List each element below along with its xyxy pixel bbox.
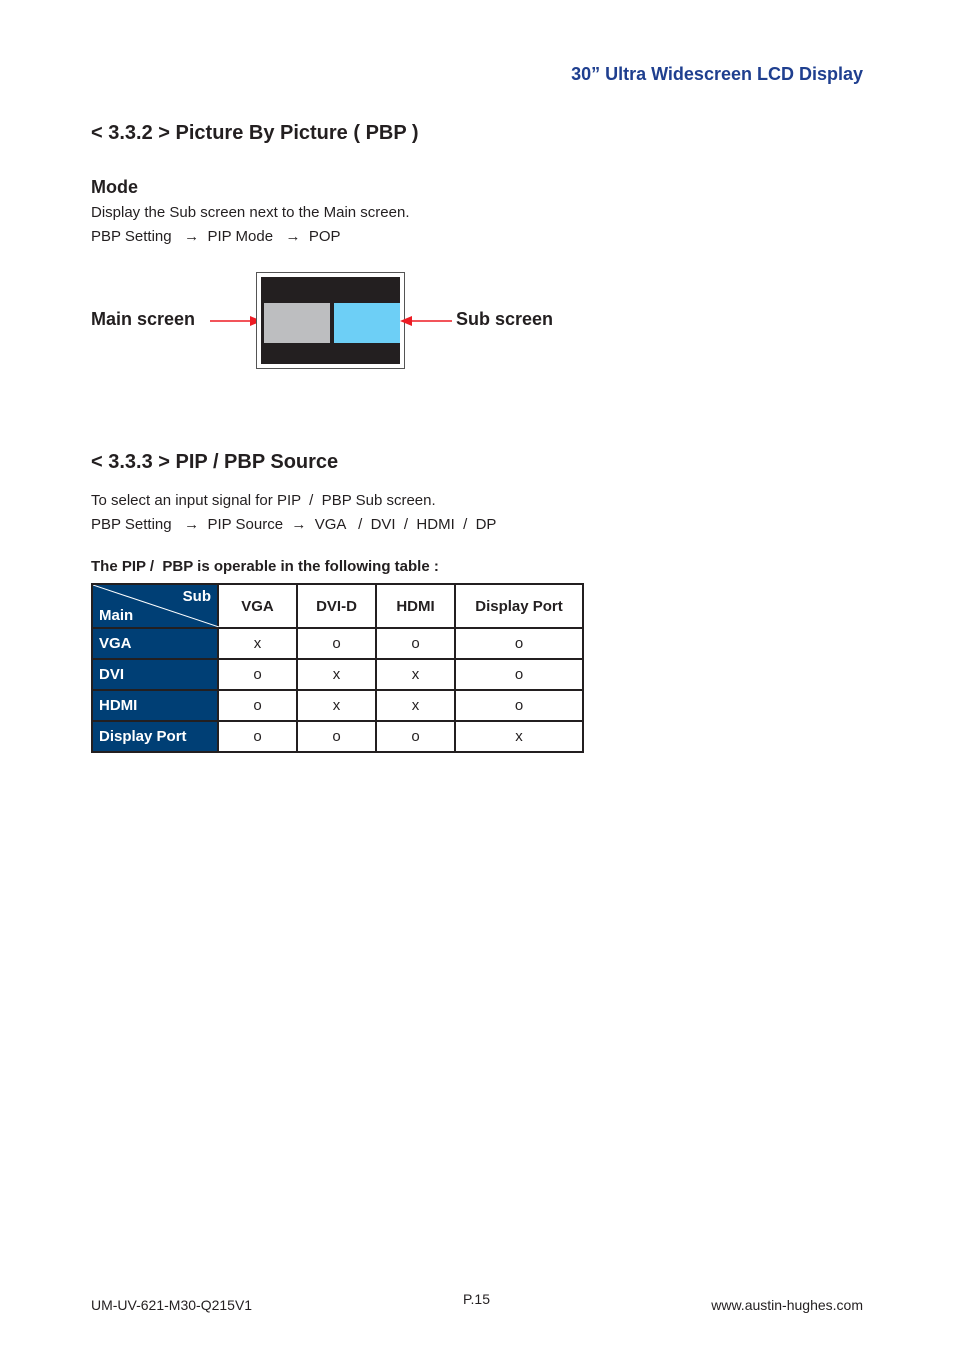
column-header: VGA (218, 584, 297, 628)
monitor-screen (261, 277, 400, 364)
source-description: To select an input signal for PIP / PBP Sub screen. (91, 492, 436, 509)
column-header: HDMI (376, 584, 455, 628)
table-row (92, 628, 583, 659)
sub-screen-label: Sub screen (456, 309, 554, 329)
table-cell: o (455, 659, 583, 690)
row-header: Display Port (92, 721, 218, 752)
table-cell: o (297, 628, 376, 659)
sub-screen-arrow-icon (400, 314, 452, 328)
table-cell: x (376, 690, 455, 721)
table-row (92, 659, 583, 690)
pbp-monitor-diagram (256, 272, 405, 369)
subheading-mode: Mode (91, 177, 138, 197)
footer-page-number: P.15 (463, 1291, 490, 1307)
table-corner-cell (92, 584, 218, 628)
table-cell: o (376, 721, 455, 752)
table-caption: The PIP / PBP is operable in the following table : (91, 558, 439, 575)
table-cell: o (218, 659, 297, 690)
table-cell: x (218, 628, 297, 659)
table-cell: o (218, 690, 297, 721)
column-header: Display Port (455, 584, 583, 628)
table-cell: x (297, 659, 376, 690)
row-header: VGA (92, 628, 218, 659)
footer-website: www.austin-hughes.com (711, 1297, 863, 1313)
table-row (92, 690, 583, 721)
mode-menu-path: PBP Setting → PIP Mode → POP (91, 228, 341, 245)
sub-screen-pane (334, 303, 400, 343)
footer-doc-code: UM-UV-621-M30-Q215V1 (91, 1297, 253, 1313)
column-header: DVI-D (297, 584, 376, 628)
table-row (92, 721, 583, 752)
compatibility-table (91, 583, 584, 753)
corner-main-label: Main (99, 607, 134, 624)
row-header: HDMI (92, 690, 218, 721)
main-screen-arrow-icon (210, 314, 262, 328)
table-cell: x (376, 659, 455, 690)
main-screen-label: Main screen (91, 309, 196, 329)
corner-sub-label: Sub (182, 588, 211, 605)
section-heading-pbp: < 3.3.2 > Picture By Picture ( PBP ) (91, 122, 419, 144)
main-screen-pane (264, 303, 330, 343)
table-cell: o (376, 628, 455, 659)
table-cell: o (455, 628, 583, 659)
mode-description: Display the Sub screen next to the Main screen. (91, 204, 410, 221)
document-title: 30” Ultra Widescreen LCD Display (571, 64, 863, 84)
source-menu-path: PBP Setting → PIP Source → VGA / DVI / HDMI / DP (91, 516, 497, 533)
table-cell: o (455, 690, 583, 721)
table-cell: o (218, 721, 297, 752)
table-cell: o (297, 721, 376, 752)
row-header: DVI (92, 659, 218, 690)
table-header-row (92, 584, 583, 628)
table-cell: x (455, 721, 583, 752)
section-heading-source: < 3.3.3 > PIP / PBP Source (91, 451, 339, 473)
table-cell: x (297, 690, 376, 721)
